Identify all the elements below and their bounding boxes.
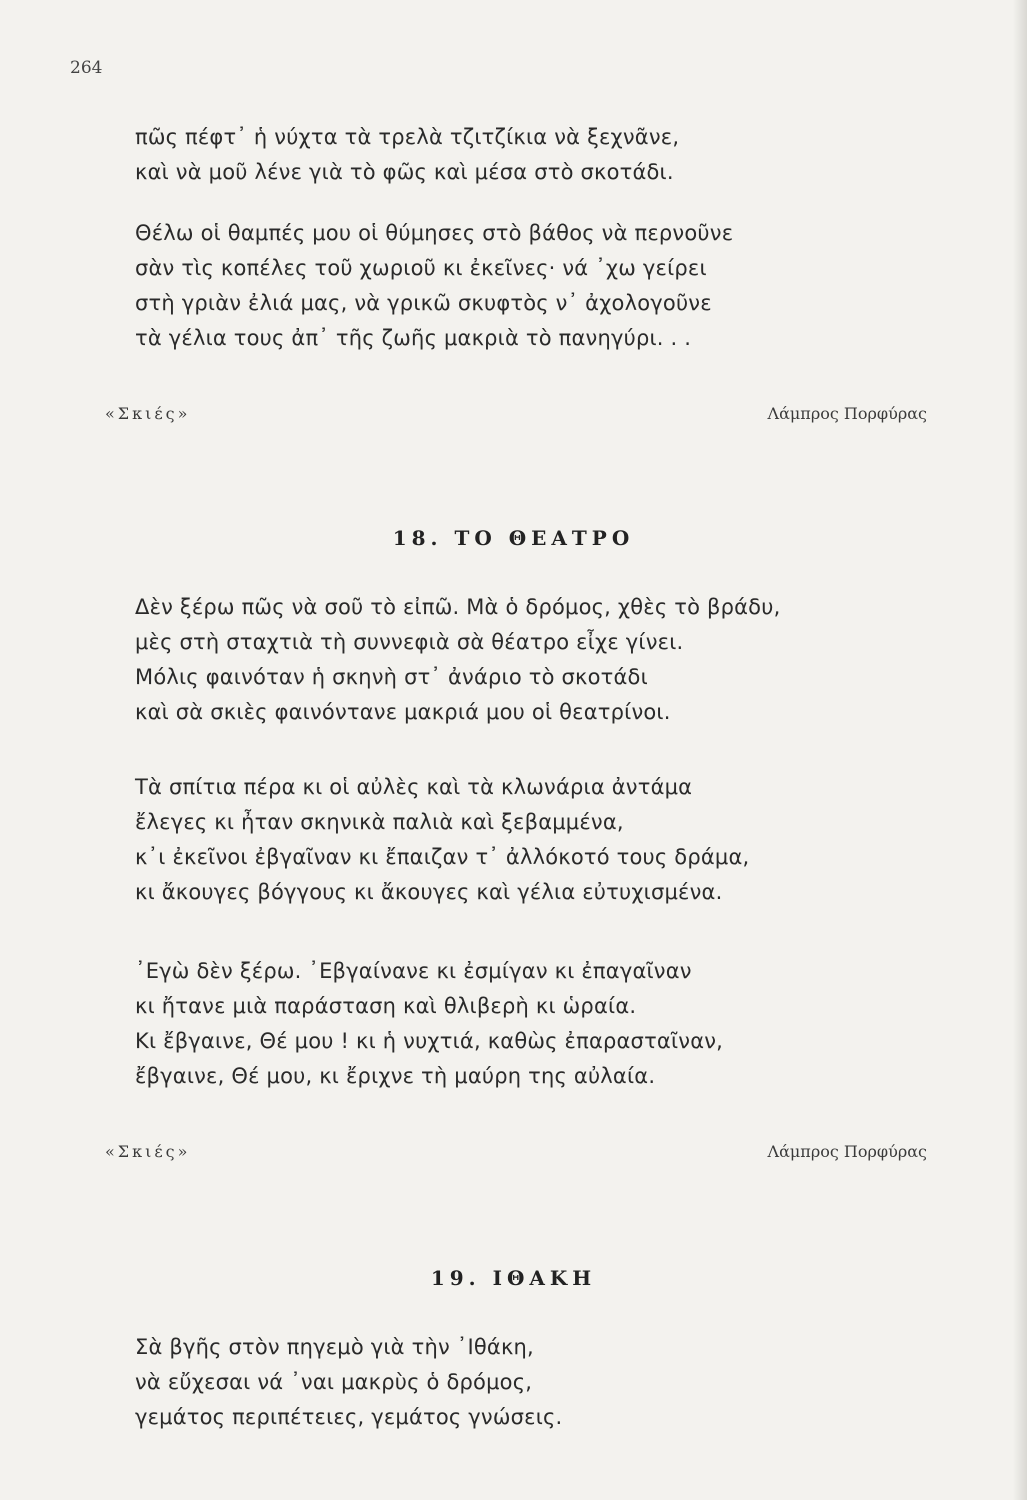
stanza xyxy=(135,216,975,356)
source-attribution: «Σκιές» xyxy=(105,404,191,423)
poem-line: κ᾽ι ἐκεῖνοι ἐβγαῖναν κι ἔπαιζαν τ᾽ ἀλλόκοτό τους δράμα, xyxy=(135,845,750,869)
poem-line: γεμάτος περιπέτειες, γεμάτος γνώσεις. xyxy=(135,1405,563,1429)
poem-line: κι ἄκουγες βόγγους κι ἄκουγες καὶ γέλια εὐτυχισμένα. xyxy=(135,880,723,904)
poem-line: Θέλω οἱ θαμπές μου οἱ θύμησες στὸ βάθος νὰ περνοῦνε xyxy=(135,221,734,245)
source-attribution: «Σκιές» xyxy=(105,1142,191,1161)
author-attribution: Λάμπρος Πορφύρας xyxy=(767,404,927,423)
poem-line: καὶ νὰ μοῦ λένε γιὰ τὸ φῶς καὶ μέσα στὸ σκοτάδι. xyxy=(135,160,674,184)
poem-line: σὰν τὶς κοπέλες τοῦ χωριοῦ κι ἐκεῖνες· νά ᾽χω γείρει xyxy=(135,256,707,280)
stanza xyxy=(135,1330,975,1435)
poem-line: στὴ γριὰν ἐλιά μας, νὰ γρικῶ σκυφτὸς ν᾽ ἀχολογοῦνε xyxy=(135,291,712,315)
poem-line: πῶς πέφτ᾽ ἡ νύχτα τὰ τρελὰ τζιτζίκια νὰ ξεχνᾶνε, xyxy=(135,125,680,149)
page-number: 264 xyxy=(70,58,103,78)
poem-line: μὲς στὴ σταχτιὰ τὴ συννεφιὰ σὰ θέατρο εἶχε γίνει. xyxy=(135,630,684,654)
poem-line: τὰ γέλια τους ἀπ᾽ τῆς ζωῆς μακριὰ τὸ πανηγύρι. . . xyxy=(135,326,692,350)
poem-line: Τὰ σπίτια πέρα κι οἱ αὐλὲς καὶ τὰ κλωνάρια ἀντάμα xyxy=(135,775,693,799)
poem-line: καὶ σὰ σκιὲς φαινόντανε μακριά μου οἱ θεατρίνοι. xyxy=(135,700,671,724)
author-attribution: Λάμπρος Πορφύρας xyxy=(767,1142,927,1161)
stanza xyxy=(135,120,975,190)
poem-line: ἔβγαινε, Θέ μου, κι ἔριχνε τὴ μαύρη της αὐλαία. xyxy=(135,1064,656,1088)
poem-line: Δὲν ξέρω πῶς νὰ σοῦ τὸ εἰπῶ. Μὰ ὁ δρόμος, χθὲς τὸ βράδυ, xyxy=(135,595,781,619)
poem-line: νὰ εὔχεσαι νά ᾽ναι μακρὺς ὁ δρόμος, xyxy=(135,1370,533,1394)
poem-title: 18. ΤΟ ΘΕΑΤΡΟ xyxy=(392,526,635,550)
poem-line: κι ἤτανε μιὰ παράσταση καὶ θλιβερὴ κι ὡραία. xyxy=(135,994,637,1018)
poem-line: Μόλις φαινόταν ἡ σκηνὴ στ᾽ ἀνάριο τὸ σκοτάδι xyxy=(135,665,648,689)
poem-title: 19. ΙΘΑΚΗ xyxy=(430,1266,597,1290)
poem-line: ἔλεγες κι ἦταν σκηνικὰ παλιὰ καὶ ξεβαμμένα, xyxy=(135,810,624,834)
poem-line: Σὰ βγῆς στὸν πηγεμὸ γιὰ τὴν ᾽Ιθάκη, xyxy=(135,1335,534,1359)
stanza xyxy=(135,590,975,730)
poem-line: ᾽Εγὼ δὲν ξέρω. ᾽Εβγαίνανε κι ἐσμίγαν κι ἐπαγαῖναν xyxy=(135,959,692,983)
stanza xyxy=(135,770,975,910)
poem-line: Κι ἔβγαινε, Θέ μου ! κι ἡ νυχτιά, καθὼς ἐπαρασταῖναν, xyxy=(135,1029,724,1053)
stanza xyxy=(135,954,975,1094)
